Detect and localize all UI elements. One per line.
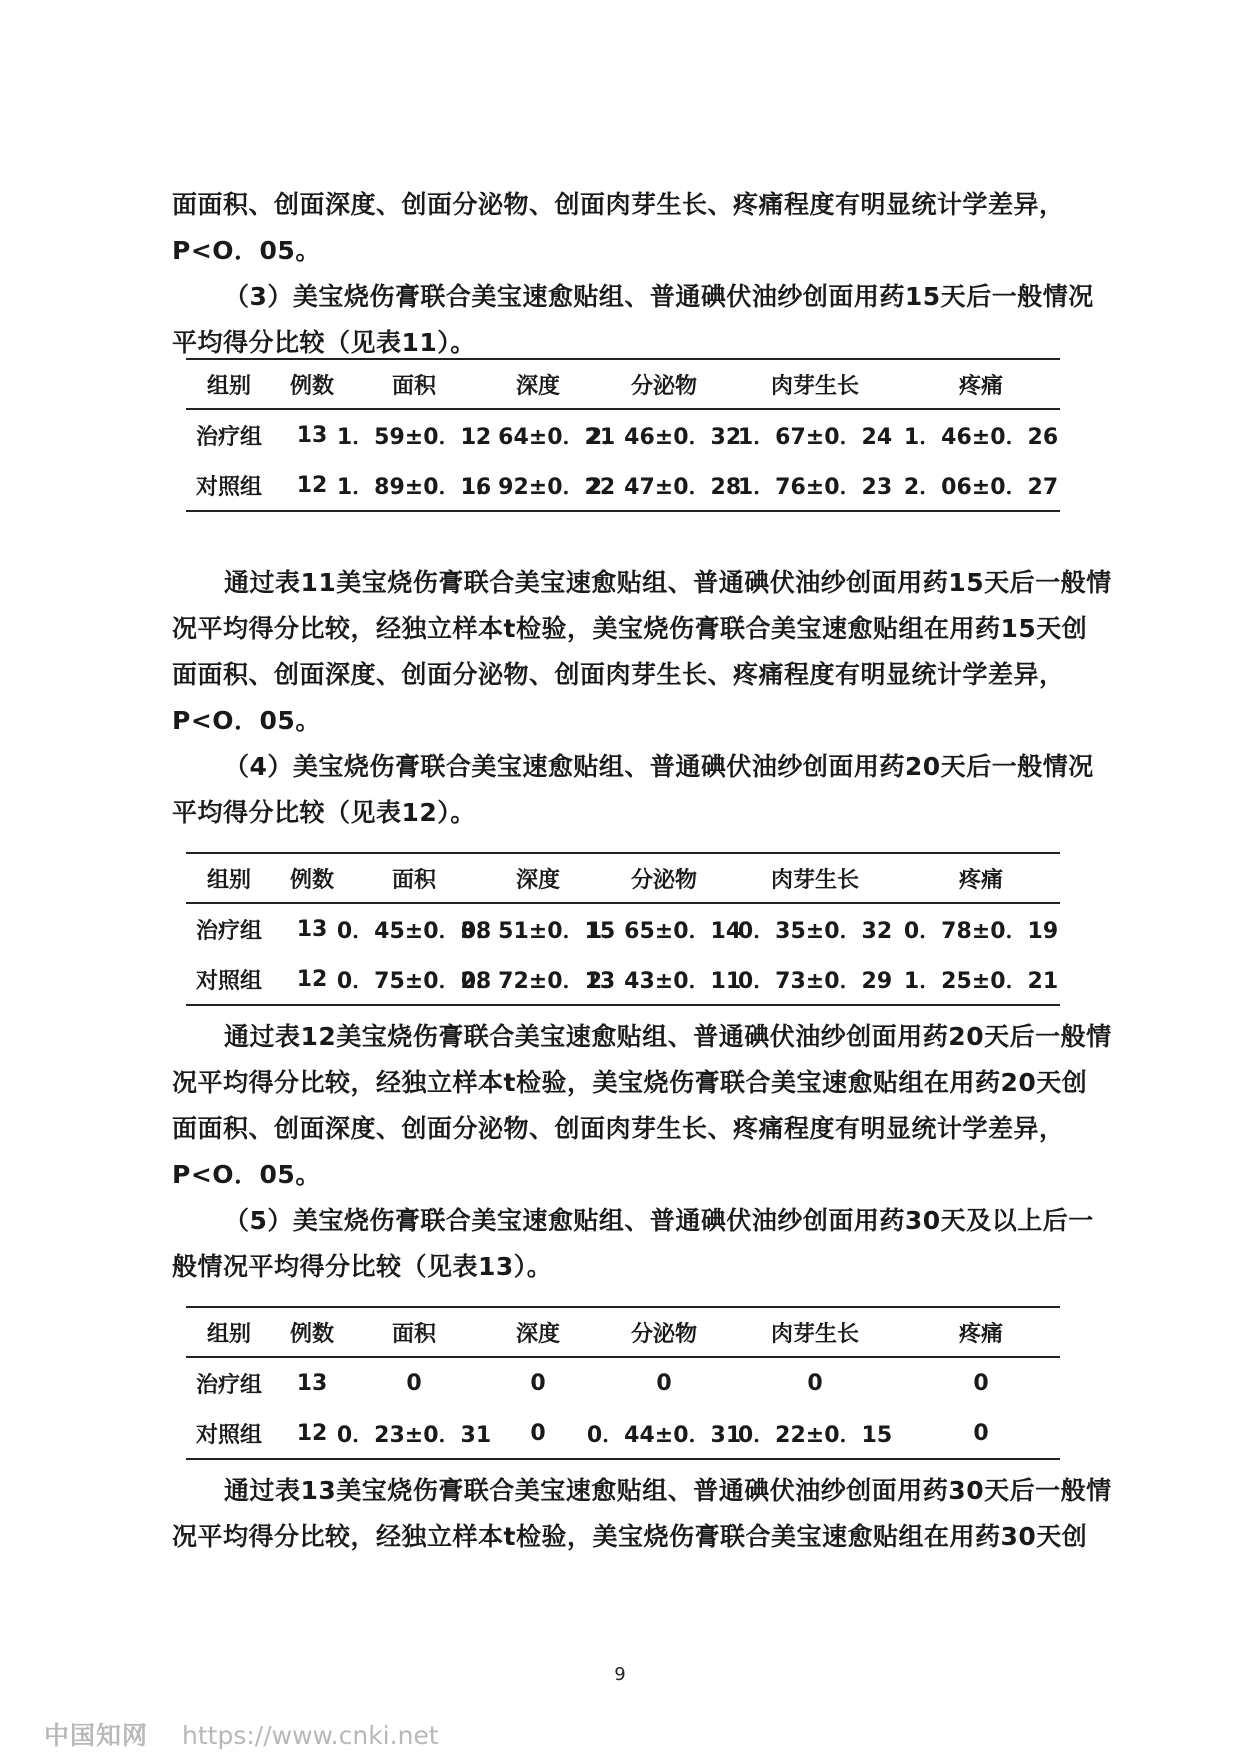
- page-number: 9: [614, 1664, 626, 1685]
- header-area: 面积: [391, 1321, 436, 1347]
- table-cell: 12: [296, 1420, 328, 1446]
- table-cell: 治疗组: [195, 1372, 262, 1398]
- paragraph-line: 面面积、创面深度、创面分泌物、创面肉芽生长、疼痛程度有明显统计学差异，: [172, 660, 1065, 689]
- table-cell: 0．45±0．38: [336, 918, 492, 944]
- section-heading-4-cont: 平均得分比较（见表12）。: [172, 798, 476, 827]
- paragraph-line: 况平均得分比较，经独立样本t检验，美宝烧伤膏联合美宝速愈贴组在用药15天创: [172, 614, 1088, 643]
- paragraph-line: 况平均得分比较，经独立样本t检验，美宝烧伤膏联合美宝速愈贴组在用药20天创: [172, 1068, 1088, 1097]
- table-row: [186, 410, 1060, 460]
- table-cell: 1．65±0．14: [586, 918, 742, 944]
- section-heading-3-cont: 平均得分比较（见表11）。: [172, 328, 476, 357]
- table-cell: 1．64±0．21: [460, 424, 616, 450]
- table-cell: 0: [807, 1370, 823, 1396]
- section-heading-4: （4）美宝烧伤膏联合美宝速愈贴组、普通碘伏油纱创面用药20天后一般情况: [224, 752, 1094, 781]
- header-group: 组别: [206, 1321, 251, 1347]
- table-row: [186, 904, 1060, 954]
- cnki-logo: 中国知网: [44, 1721, 149, 1750]
- watermark-footer: [44, 1716, 439, 1752]
- table-cell: 治疗组: [195, 424, 262, 450]
- header-depth: 深度: [515, 867, 560, 893]
- table-header-row: [186, 854, 1060, 904]
- cnki-url[interactable]: https://www.cnki.net: [182, 1721, 439, 1750]
- table-cell: 对照组: [195, 474, 262, 500]
- table-cell: 0: [530, 1370, 546, 1396]
- table-cell: 0．51±0．15: [460, 918, 616, 944]
- header-depth: 深度: [515, 373, 560, 399]
- header-pain: 疼痛: [958, 1321, 1003, 1347]
- section-heading-5-cont: 般情况平均得分比较（见表13）。: [172, 1252, 553, 1281]
- table-cell: 1．25±0．21: [903, 968, 1059, 994]
- paragraph-line: P<O．05。: [172, 236, 321, 265]
- table-cell: 1．76±0．23: [737, 474, 893, 500]
- section-heading-3: （3）美宝烧伤膏联合美宝速愈贴组、普通碘伏油纱创面用药15天后一般情况: [224, 282, 1094, 311]
- table-13: [186, 1306, 1060, 1460]
- header-depth: 深度: [515, 1321, 560, 1347]
- header-area: 面积: [391, 867, 436, 893]
- table-cell: 2．46±0．32: [586, 424, 742, 450]
- table-cell: 2．06±0．27: [903, 474, 1059, 500]
- paragraph-line: 面面积、创面深度、创面分泌物、创面肉芽生长、疼痛程度有明显统计学差异，: [172, 1114, 1065, 1143]
- header-count: 例数: [289, 867, 334, 893]
- header-count: 例数: [289, 373, 334, 399]
- paragraph-line: P<O．05。: [172, 706, 321, 735]
- paragraph-line: 况平均得分比较，经独立样本t检验，美宝烧伤膏联合美宝速愈贴组在用药30天创: [172, 1522, 1088, 1551]
- paragraph-line: P<O．05。: [172, 1160, 321, 1189]
- paragraph-line: 通过表11美宝烧伤膏联合美宝速愈贴组、普通碘伏油纱创面用药15天后一般情: [224, 568, 1112, 597]
- table-cell: 1．46±0．26: [903, 424, 1059, 450]
- table-cell: 0: [973, 1370, 989, 1396]
- header-granulation: 肉芽生长: [770, 373, 859, 399]
- table-cell: 0: [656, 1370, 672, 1396]
- table-11: [186, 358, 1060, 512]
- table-cell: 0．22±0．15: [737, 1422, 893, 1448]
- table-cell: 0．72±0．13: [460, 968, 616, 994]
- table-cell: 0．44±0．31: [586, 1422, 742, 1448]
- table-cell: 对照组: [195, 968, 262, 994]
- table-cell: 治疗组: [195, 918, 262, 944]
- table-cell: 1．89±0．16: [336, 474, 492, 500]
- header-granulation: 肉芽生长: [770, 1321, 859, 1347]
- section-heading-5: （5）美宝烧伤膏联合美宝速愈贴组、普通碘伏油纱创面用药30天及以上后一: [224, 1206, 1094, 1235]
- header-secretion: 分泌物: [630, 373, 697, 399]
- table-row: [186, 1408, 1060, 1458]
- table-cell: 13: [296, 916, 328, 942]
- table-cell: 13: [296, 1370, 328, 1396]
- table-cell: 0: [406, 1370, 422, 1396]
- table-header-row: [186, 360, 1060, 410]
- header-group: 组别: [206, 373, 251, 399]
- table-cell: 1．59±0．12: [336, 424, 492, 450]
- table-cell: 0．73±0．29: [737, 968, 893, 994]
- table-cell: 12: [296, 966, 328, 992]
- table-cell: 0: [973, 1420, 989, 1446]
- table-row: [186, 954, 1060, 1004]
- table-cell: 13: [296, 422, 328, 448]
- table-cell: 2．43±0．11: [586, 968, 742, 994]
- header-pain: 疼痛: [958, 867, 1003, 893]
- table-header-row: [186, 1308, 1060, 1358]
- table-cell: 0．78±0．19: [903, 918, 1059, 944]
- header-secretion: 分泌物: [630, 1321, 697, 1347]
- table-cell: 2．47±0．28: [586, 474, 742, 500]
- table-cell: 12: [296, 472, 328, 498]
- header-secretion: 分泌物: [630, 867, 697, 893]
- paragraph-line: 通过表12美宝烧伤膏联合美宝速愈贴组、普通碘伏油纱创面用药20天后一般情: [224, 1022, 1112, 1051]
- table-cell: 对照组: [195, 1422, 262, 1448]
- header-pain: 疼痛: [958, 373, 1003, 399]
- table-12: [186, 852, 1060, 1006]
- table-row: [186, 460, 1060, 510]
- header-area: 面积: [391, 373, 436, 399]
- table-cell: 1．92±0．22: [460, 474, 616, 500]
- paragraph-line: 面面积、创面深度、创面分泌物、创面肉芽生长、疼痛程度有明显统计学差异，: [172, 190, 1065, 219]
- table-cell: 0．35±0．32: [737, 918, 893, 944]
- header-granulation: 肉芽生长: [770, 867, 859, 893]
- paragraph-line: 通过表13美宝烧伤膏联合美宝速愈贴组、普通碘伏油纱创面用药30天后一般情: [224, 1476, 1112, 1505]
- table-cell: 1．67±0．24: [737, 424, 893, 450]
- header-count: 例数: [289, 1321, 334, 1347]
- table-cell: 0．23±0．31: [336, 1422, 492, 1448]
- header-group: 组别: [206, 867, 251, 893]
- table-cell: 0．75±0．28: [336, 968, 492, 994]
- table-row: [186, 1358, 1060, 1408]
- table-cell: 0: [530, 1420, 546, 1446]
